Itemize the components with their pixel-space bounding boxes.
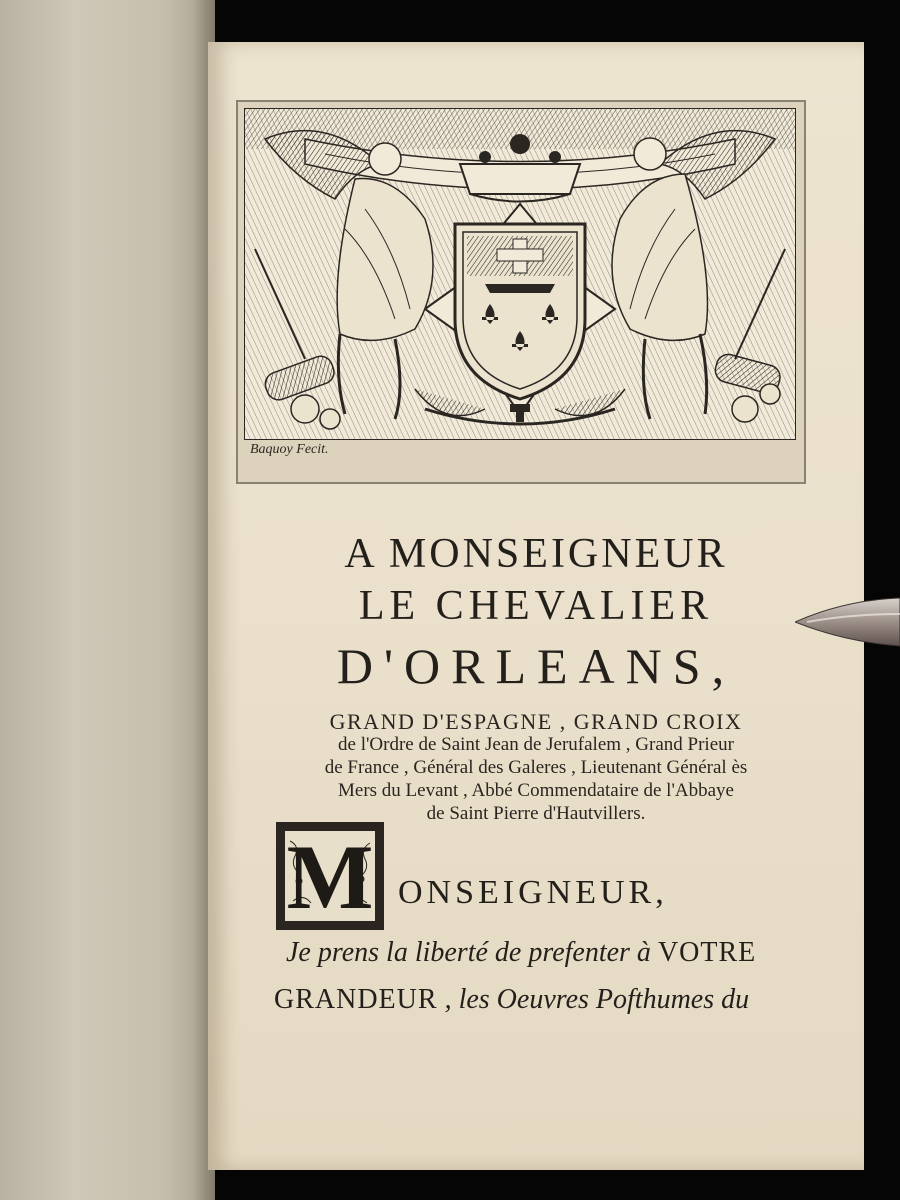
engraver-signature: Baquoy Fecit.: [250, 442, 329, 457]
engraved-headpiece: [244, 108, 796, 440]
dropcap-letter: M: [286, 831, 374, 921]
body-line-2: [274, 984, 749, 1016]
page-pointer: [795, 592, 900, 652]
subtitle-line-2: de l'Ordre de Saint Jean de Jerufalem , Grand Prieur: [338, 734, 734, 755]
body-line-2-italic: , les Oeuvres Pofthumes du: [444, 984, 750, 1015]
body-line-2-caps: GRANDEUR: [274, 984, 438, 1015]
title-line-2: LE CHEVALIER: [358, 583, 714, 629]
body-line-1-caps: VOTRE: [657, 937, 757, 968]
title-line-3: D'ORLEANS,: [336, 638, 736, 694]
body-line-1: [286, 937, 756, 969]
title-line-1: A MONSEIGNEUR: [344, 531, 728, 577]
salutation: ONSEIGNEUR,: [398, 874, 668, 911]
title-page: [208, 42, 864, 1170]
subtitle-line-5: de Saint Pierre d'Hautvillers.: [426, 803, 646, 824]
left-page: [0, 0, 215, 1200]
subtitle-line-3: de France , Général des Galeres , Lieutenant Général ès: [324, 757, 748, 778]
engraving-illustration: [245, 109, 795, 439]
titles-of-dedicatee: [270, 710, 802, 825]
subtitle-line-1: GRAND D'ESPAGNE , GRAND CROIX: [329, 709, 743, 734]
subtitle-line-4: Mers du Levant , Abbé Commendataire de l'Abbaye: [338, 780, 734, 801]
engraved-headpiece-plate: [236, 100, 806, 484]
body-line-1-italic: Je prens la liberté de prefenter à: [286, 937, 651, 968]
coat-of-arms-shield: [455, 224, 585, 399]
decorated-initial: [276, 822, 384, 930]
